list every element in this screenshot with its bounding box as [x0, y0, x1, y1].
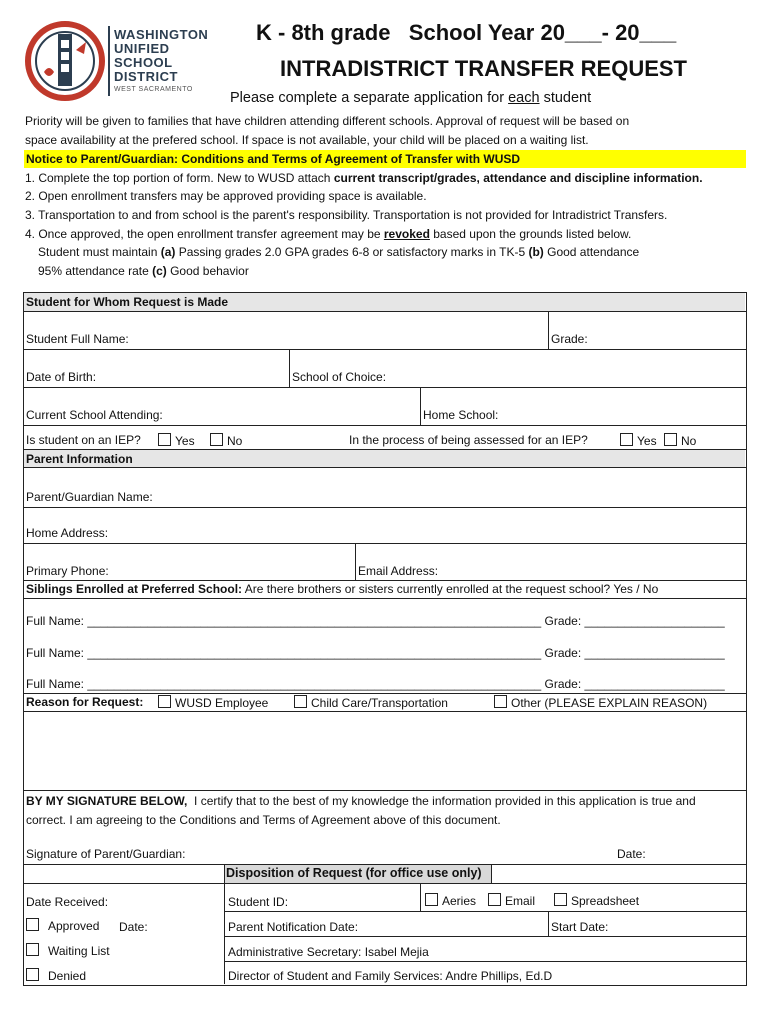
- intro-line-1: Priority will be given to families that have children attending different schools. Approval of request will be based on: [25, 114, 630, 128]
- term-1-bold: current transcript/grades, attendance and discipline information.: [333, 171, 703, 185]
- term-6-text: 95% attendance rate: [38, 264, 153, 278]
- term-4-revoked: revoked: [383, 227, 430, 241]
- reason-wusd-label: WUSD Employee: [175, 696, 269, 710]
- assessed-question: In the process of being assessed for an IEP?: [349, 433, 588, 447]
- siblings-label: Siblings Enrolled at Preferred School:: [26, 582, 243, 596]
- reason-child-care[interactable]: [294, 695, 448, 710]
- term-3: 3. Transportation to and from school is the parent's responsibility. Transportation is not provided for Intradistrict Transfers.: [25, 208, 668, 222]
- approved-option[interactable]: [26, 918, 99, 933]
- email-option[interactable]: [488, 893, 535, 908]
- term-6-c: (c): [152, 264, 167, 278]
- assessed-yes-label: Yes: [637, 434, 657, 448]
- date-received-field[interactable]: Date Received:: [26, 895, 109, 909]
- subtitle-end: student: [539, 90, 592, 106]
- iep-no[interactable]: [210, 433, 242, 448]
- logo-line-5: WEST SACRAMENTO: [114, 86, 193, 93]
- waiting-list-checkbox[interactable]: [26, 943, 39, 956]
- certification-line-1: [26, 794, 696, 808]
- email-checkbox[interactable]: [488, 893, 501, 906]
- term-2: 2. Open enrollment transfers may be approved providing space is available.: [25, 189, 427, 203]
- assessed-no-checkbox[interactable]: [664, 433, 677, 446]
- denied-option[interactable]: [26, 968, 86, 983]
- spreadsheet-label: Spreadsheet: [571, 894, 640, 908]
- page-title: K - 8th grade School Year 20___- 20___: [256, 20, 677, 45]
- logo-line-3: SCHOOL: [114, 55, 173, 70]
- home-address-field[interactable]: Home Address:: [26, 526, 109, 540]
- iep-question: Is student on an IEP?: [26, 433, 141, 447]
- admin-secretary: Administrative Secretary: Isabel Mejia: [228, 945, 429, 959]
- logo-line-4: DISTRICT: [114, 69, 178, 84]
- signature-date-field[interactable]: Date:: [617, 847, 646, 861]
- parent-name-field[interactable]: Parent/Guardian Name:: [26, 490, 153, 504]
- sibling-row-3[interactable]: Full Name: ____________________________________________________________________ Grade: _____________________: [26, 677, 725, 691]
- term-4-text: 4. Once approved, the open enrollment transfer agreement may be: [25, 227, 384, 241]
- dob-field[interactable]: Date of Birth:: [26, 370, 97, 384]
- reason-other-label: Other (PLEASE EXPLAIN REASON): [511, 696, 708, 710]
- siblings-question-text: Are there brothers or sisters currently enrolled at the request school? Yes / No: [242, 582, 659, 596]
- reason-other[interactable]: [494, 695, 707, 710]
- current-school-field[interactable]: Current School Attending:: [26, 408, 163, 422]
- siblings-question: [26, 582, 658, 596]
- iep-no-checkbox[interactable]: [210, 433, 223, 446]
- approved-label: Approved: [48, 919, 100, 933]
- term-5-mid: Passing grades 2.0 GPA grades 6-8 or satisfactory marks in TK-5: [175, 245, 529, 259]
- term-1-text: 1. Complete the top portion of form. New to WUSD attach: [25, 171, 334, 185]
- spreadsheet-option[interactable]: [554, 893, 639, 908]
- signature-field[interactable]: Signature of Parent/Guardian:: [26, 847, 186, 861]
- iep-no-label: No: [227, 434, 243, 448]
- denied-checkbox[interactable]: [26, 968, 39, 981]
- term-1: [25, 171, 703, 185]
- term-5: [38, 245, 639, 259]
- sibling-row-2[interactable]: Full Name: ____________________________________________________________________ Grade: _____________________: [26, 646, 725, 660]
- email-field[interactable]: Email Address:: [358, 564, 439, 578]
- iep-yes-checkbox[interactable]: [158, 433, 171, 446]
- student-name-field[interactable]: Student Full Name:: [26, 332, 129, 346]
- subtitle-text: Please complete a separate application for: [230, 90, 509, 106]
- reason-childcare-checkbox[interactable]: [294, 695, 307, 708]
- spreadsheet-checkbox[interactable]: [554, 893, 567, 906]
- waiting-list-label: Waiting List: [48, 944, 110, 958]
- denied-label: Denied: [48, 969, 87, 983]
- assessed-yes[interactable]: [620, 433, 657, 448]
- director: Director of Student and Family Services: Andre Phillips, Ed.D: [228, 969, 553, 983]
- student-grade-field[interactable]: Grade:: [551, 332, 588, 346]
- aeries-checkbox[interactable]: [425, 893, 438, 906]
- sibling-row-1[interactable]: Full Name: ____________________________________________________________________ Grade: _____________________: [26, 614, 725, 628]
- reason-other-checkbox[interactable]: [494, 695, 507, 708]
- student-id-field[interactable]: Student ID:: [228, 895, 289, 909]
- reason-wusd-employee[interactable]: [158, 695, 268, 710]
- parent-notification-field[interactable]: Parent Notification Date:: [228, 920, 359, 934]
- term-5-end: Good attendance: [543, 245, 640, 259]
- term-6: [38, 264, 249, 278]
- office-section-header: Disposition of Request (for office use only): [226, 866, 482, 880]
- aeries-option[interactable]: [425, 893, 476, 908]
- assessed-yes-checkbox[interactable]: [620, 433, 633, 446]
- student-section-header: Student for Whom Request is Made: [26, 295, 229, 309]
- start-date-field[interactable]: Start Date:: [551, 920, 609, 934]
- certification-bold: BY MY SIGNATURE BELOW,: [26, 794, 188, 808]
- reason-childcare-label: Child Care/Transportation: [311, 696, 448, 710]
- iep-yes-label: Yes: [175, 434, 195, 448]
- page-subtitle: [230, 90, 591, 106]
- intro-line-2: space availability at the prefered school. If space is not available, your child will be placed on a waiting list.: [25, 133, 589, 147]
- term-5-a: (a): [160, 245, 176, 259]
- logo-line-1: WASHINGTON: [114, 27, 209, 42]
- term-4-end: based upon the grounds listed below.: [429, 227, 632, 241]
- primary-phone-field[interactable]: Primary Phone:: [26, 564, 109, 578]
- assessed-no-label: No: [681, 434, 697, 448]
- iep-yes[interactable]: [158, 433, 195, 448]
- term-4: [25, 227, 631, 241]
- parent-section-header: Parent Information: [26, 452, 133, 466]
- email-label: Email: [505, 894, 536, 908]
- district-logo: [24, 20, 234, 102]
- approved-checkbox[interactable]: [26, 918, 39, 931]
- term-5-text: Student must maintain: [38, 245, 161, 259]
- district-seal-icon: [24, 20, 106, 102]
- term-6-end: Good behavior: [166, 264, 249, 278]
- reason-wusd-checkbox[interactable]: [158, 695, 171, 708]
- form-title: INTRADISTRICT TRANSFER REQUEST: [280, 56, 687, 81]
- waiting-list-option[interactable]: [26, 943, 110, 958]
- reason-label: Reason for Request:: [26, 695, 144, 709]
- approved-date-field[interactable]: Date:: [119, 920, 148, 934]
- notice-text: Notice to Parent/Guardian: Conditions and Terms of Agreement of Transfer with WUSD: [26, 152, 521, 166]
- assessed-no[interactable]: [664, 433, 696, 448]
- school-choice-field[interactable]: School of Choice:: [292, 370, 387, 384]
- logo-line-2: UNIFIED: [114, 41, 170, 56]
- subtitle-emphasis: each: [508, 90, 540, 106]
- term-5-b: (b): [528, 245, 544, 259]
- certification-text: I certify that to the best of my knowledge the information provided in this application is true and: [187, 794, 696, 808]
- home-school-field[interactable]: Home School:: [423, 408, 499, 422]
- certification-line-2: correct. I am agreeing to the Conditions and Terms of Agreement above of this document.: [26, 813, 501, 827]
- reason-explanation-area[interactable]: [24, 712, 745, 790]
- aeries-label: Aeries: [442, 894, 477, 908]
